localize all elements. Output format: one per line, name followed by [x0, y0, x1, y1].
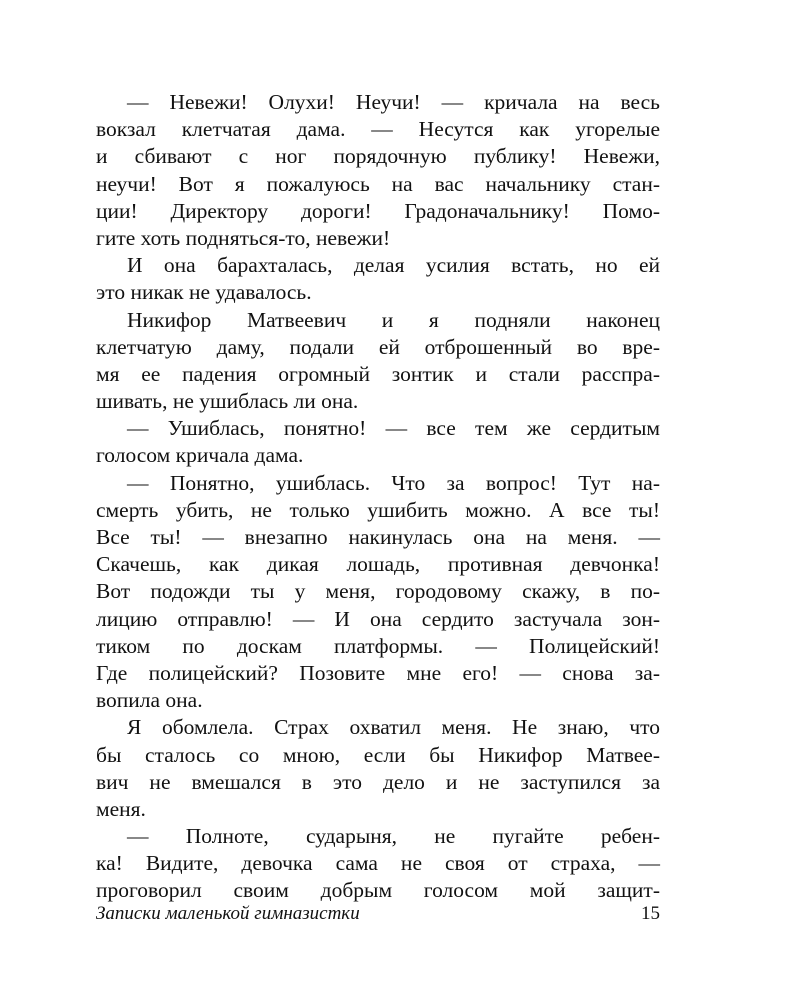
- text-line: шивать, не ушиблась ли она.: [96, 389, 359, 414]
- page-number: 15: [641, 903, 660, 924]
- body-text: [96, 89, 660, 905]
- text-line: Вот подожди ты у меня, городовому скажу, в по-: [96, 579, 660, 604]
- text-line: меня.: [96, 796, 146, 821]
- text-line: — Невежи! Олухи! Неучи! — кричала на весь: [127, 90, 660, 114]
- text-line: вич не вмешался в это дело и не заступился за: [96, 769, 660, 794]
- text-line: клетчатую даму, подали ей отброшенный во вре-: [96, 334, 660, 359]
- text-line: ка! Видите, девочка сама не своя от страха, —: [96, 851, 660, 876]
- running-title: Записки маленькой гимназистки: [96, 903, 360, 924]
- text-line: Где полицейский? Позовите мне его! — снова за-: [96, 660, 660, 685]
- text-line: бы сталось со мною, если бы Никифор Матвее-: [96, 742, 660, 767]
- text-line: вопила она.: [96, 688, 203, 713]
- text-line: голосом кричала дама.: [96, 443, 304, 468]
- text-line: гите хоть подняться-то, невежи!: [96, 225, 391, 250]
- text-line: вокзал клетчатая дама. — Несутся как угорелые: [96, 117, 660, 142]
- text-line: и сбивают с ног порядочную публику! Невежи,: [96, 144, 660, 169]
- text-line: И она барахталась, делая усилия встать, но ей: [127, 253, 660, 278]
- text-line: тиком по доскам платформы. — Полицейский!: [96, 633, 660, 658]
- page-footer: [96, 903, 660, 931]
- text-line: Скачешь, как дикая лошадь, противная девчонка!: [96, 552, 660, 577]
- text-line: — Ушиблась, понятно! — все тем же сердитым: [127, 416, 660, 441]
- text-line: ции! Директору дороги! Градоначальнику! Помо-: [96, 198, 660, 223]
- text-line: — Понятно, ушиблась. Что за вопрос! Тут на-: [127, 470, 660, 495]
- text-line: Никифор Матвеевич и я подняли наконец: [127, 307, 660, 332]
- text-line: смерть убить, не только ушибить можно. А все ты!: [96, 497, 660, 522]
- text-line: лицию отправлю! — И она сердито застучала зон-: [96, 606, 660, 631]
- text-line: мя ее падения огромный зонтик и стали расспра-: [96, 361, 660, 386]
- text-line: — Полноте, сударыня, не пугайте ребен-: [127, 824, 660, 849]
- text-line: это никак не удавалось.: [96, 280, 312, 305]
- text-line: Я обомлела. Страх охватил меня. Не знаю, что: [127, 715, 660, 740]
- text-line: проговорил своим добрым голосом мой защит-: [96, 878, 660, 903]
- text-line: Все ты! — внезапно накинулась она на меня. —: [96, 525, 660, 549]
- text-line: неучи! Вот я пожалуюсь на вас начальнику стан-: [96, 171, 660, 196]
